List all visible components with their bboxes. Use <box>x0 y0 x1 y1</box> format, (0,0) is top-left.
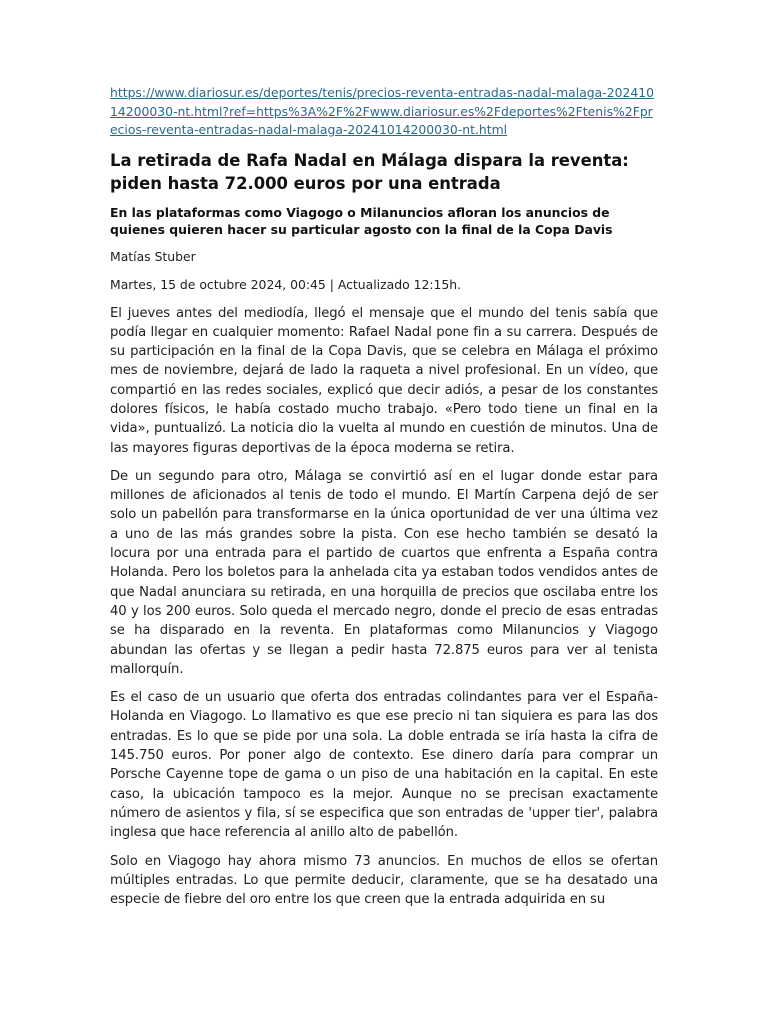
body-paragraph-4: Solo en Viagogo hay ahora mismo 73 anuncios. En muchos de ellos se ofertan múltiples entradas. Lo que permite deducir, claramente, que se ha desatado una especie de fiebre del oro entre los que creen que la entrada adquirida en su <box>110 853 658 908</box>
body-paragraph-1: El jueves antes del mediodía, llegó el mensaje que el mundo del tenis sabía que podía llegar en cualquier momento: Rafael Nadal pone fin a su carrera. Después de su participación en la final de la Copa Davis, que se celebra en Málaga el próximo mes de noviembre, dejará de lado la raqueta a nivel profesional. En un vídeo, que compartió en las redes sociales, explicó que decir adiós, a pesar de los constantes dolores físicos, le había costado mucho trabajo. «Pero todo tiene un final en la vida», puntualizó. La noticia dio la vuelta al mundo en cuestión de minutos. Una de las mayores figuras deportivas de la época moderna se retira. <box>110 305 658 456</box>
body-paragraph-2: De un segundo para otro, Málaga se convirtió así en el lugar donde estar para millones de aficionados al tenis de todo el mundo. El Martín Carpena dejó de ser solo un pabellón para transformarse en la única oportunidad de ver una última vez a uno de las más grandes sobre la pista. Con ese hecho también se desató la locura por una entrada para el partido de cuartos que enfrenta a España contra Holanda. Pero los boletos para la anhelada cita ya estaban todos vendidos antes de que Nadal anunciara su retirada, en una horquilla de precios que oscilaba entre los 40 y los 200 euros. Solo queda el mercado negro, donde el precio de esas entradas se ha disparado en la reventa. En plataformas como Milanuncios y Viagogo abundan las ofertas y se llegan a pedir hasta 72.875 euros para ver al tenista mallorquín. <box>110 468 658 677</box>
article-date: Martes, 15 de octubre 2024, 00:45 | Actualizado 12:15h. <box>110 276 462 292</box>
article-subheadline: En las plataformas como Viagogo o Milanuncios afloran los anuncios de quienes quieren hacer su particular agosto con la final de la Copa Davis <box>110 204 613 237</box>
source-url-link[interactable]: https://www.diariosur.es/deportes/tenis/precios-reventa-entradas-nadal-malaga-20241014200030-nt.html?ref=https%3A%2F%2Fwww.diariosur.es%2Fdeportes%2Ftenis%2Fprecios-reventa-entradas-nadal-malaga-20241014200030-nt.html <box>110 85 655 137</box>
article-headline: La retirada de Rafa Nadal en Málaga dispara la reventa: piden hasta 72.000 euros por una entrada <box>110 150 629 193</box>
document-page <box>110 84 658 909</box>
article-author: Matías Stuber <box>110 248 196 264</box>
body-paragraph-3: Es el caso de un usuario que oferta dos entradas colindantes para ver el España-Holanda en Viagogo. Lo llamativo es que ese precio ni tan siquiera es para las dos entradas. Es lo que se pide por una sola. La doble entrada se iría hasta la cifra de 145.750 euros. Por poner algo de contexto. Ese dinero daría para comprar un Porsche Cayenne tope de gama o un piso de una habitación en la capital. En este caso, la ubicación tampoco es la mejor. Aunque no se precisan exactamente número de asientos y fila, sí se especifica que son entradas de 'upper tier', palabra inglesa que hace referencia al anillo alto de pabellón. <box>110 690 658 841</box>
